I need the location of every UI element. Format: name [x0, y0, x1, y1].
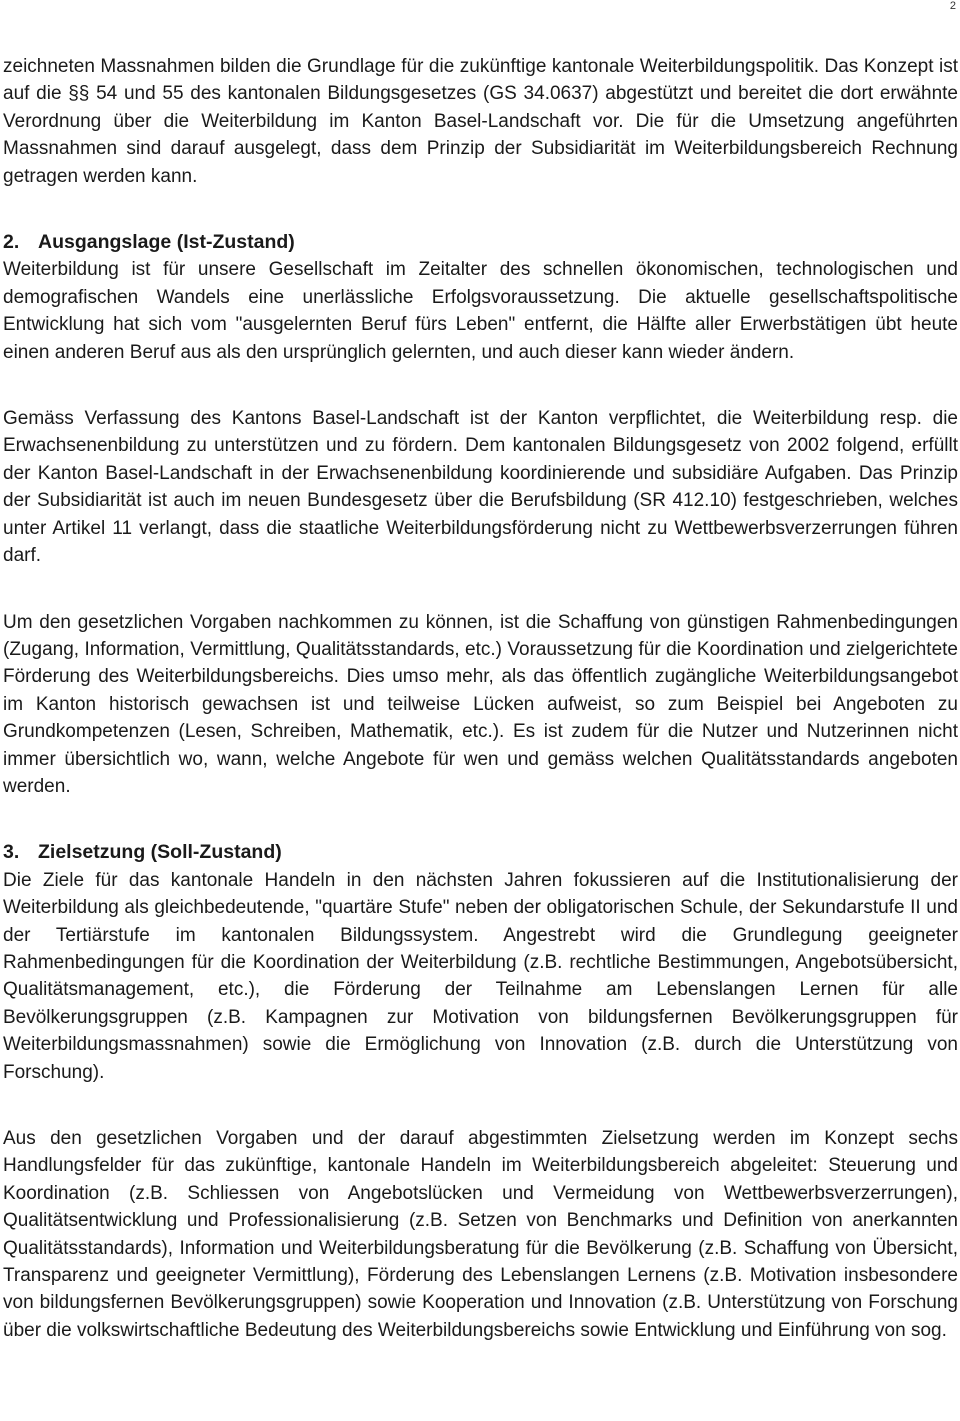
section-3-number: 3. — [3, 841, 20, 864]
section-2-paragraph-3: Um den gesetzlichen Vorgaben nachkommen zu können, ist die Schaffung von günstigen Rahmenbedingungen (Zugang, Information, Vermittlung, Qualitätsstandards, etc.) Voraussetzung für die Koordination und zielgerichtete Förderung des Weiterbildungsbereichs. Dies umso mehr, als das öffentlich zugängliche Weiterbildungsangebot im Kanton historisch gewachsen ist und teilweise Lücken aufweist, so zum Beispiel bei Angeboten zu Grundkompetenzen (Lesen, Schreiben, Mathematik, etc.). Es ist zudem für die Nutzer und Nutzerinnen nicht immer übersichtlich wo, wann, welche Angebote für wen und gemäss welchen Qualitätsstandards angeboten werden. — [3, 611, 958, 797]
paragraph-spacer — [3, 570, 958, 609]
section-2-paragraph-1: Weiterbildung ist für unsere Gesellschaft im Zeitalter des schnellen ökonomischen, technologischen und demografischen Wandels eine unerlässliche Erfolgsvoraussetzung. Die aktuelle gesellschaftspolitische Entwicklung hat sich vom "ausgelernten Beruf fürs Leben" entfernt, die Hälfte aller Erwerbstätigen übt heute einen anderen Beruf aus als den ursprünglich gelernten, und auch dieser kann wieder ändern. — [3, 259, 958, 363]
section-3-heading — [3, 839, 958, 866]
paragraph-spacer — [3, 1086, 958, 1125]
page-number: 2 — [949, 0, 956, 12]
section-2-paragraph-2: Gemäss Verfassung des Kantons Basel-Landschaft ist der Kanton verpflichtet, die Weiterbildung resp. die Erwachsenenbildung zu unterstützen und zu fördern. Dem kantonalen Bildungsgesetz von 2002 folgend, erfüllt der Kanton Basel-Landschaft in der Erwachsenenbildung koordinierende und subsidiäre Aufgaben. Das Prinzip der Subsidiarität ist auch im neuen Bundesgesetz über die Berufsbildung (SR 412.10) festgeschrieben, welches unter Artikel 11 verlangt, dass die staatliche Weiterbildungsförderung nicht zu Wettbewerbsverzerrungen führen darf. — [3, 408, 958, 567]
section-3-paragraph-2: Aus den gesetzlichen Vorgaben und der darauf abgestimmten Zielsetzung werden im Konzept sechs Handlungsfelder für das zukünftige, kantonale Handeln im Weiterbildungsbereich abgeleitet: Steuerung und Koordination (z.B. Schliessen von Angebotslücken und Vermeidung von Wettbewerbsverzerrungen), Qualitätsentwicklung und Professionalisierung (z.B. Setzen von Benchmarks und Definition von anerkannten Qualitätsstandards), Information und Weiterbildungsberatung für die Bevölkerung (z.B. Schaffung von Übersicht, Transparenz und geeigneter Vermittlung), Förderung des Lebenslangen Lernens (z.B. Motivation insbesondere von bildungsfernen Bevölkerungsgruppen) sowie Kooperation und Innovation (z.B. Unterstützung von Forschung über die volkswirtschaftliche Bedeutung des Weiterbildungsbereichs sowie Entwicklung und Einführung von sog. — [3, 1128, 958, 1341]
section-2-title: Ausgangslage (Ist-Zustand) — [38, 231, 295, 254]
section-2-heading — [3, 229, 958, 256]
section-2-number: 2. — [3, 231, 20, 254]
section-3-title: Zielsetzung (Soll-Zustand) — [38, 841, 282, 864]
document-body — [3, 53, 958, 1344]
section-3-paragraph-1: Die Ziele für das kantonale Handeln in den nächsten Jahren fokussieren auf die Institutionalisierung der Weiterbildung als gleichbedeutende, "quartäre Stufe" neben der obligatorischen Schule, der Sekundarstufe II und der Tertiärstufe im kantonalen Bildungssystem. Angestrebt wird die Grundlegung geeigneter Rahmenbedingungen für die Koordination der Weiterbildung (z.B. rechtliche Bestimmungen, Angebotsübersicht, Qualitätsmanagement, etc.), die Förderung der Teilnahme am Lebenslangen Lernen für alle Bevölkerungsgruppen (z.B. Kampagnen zur Motivation von bildungsfernen Bevölkerungsgruppen für Weiterbildungsmassnahmen) sowie die Ermöglichung von Innovation (z.B. durch die Unterstützung von Forschung). — [3, 869, 958, 1083]
paragraph-spacer — [3, 800, 958, 839]
intro-paragraph: zeichneten Massnahmen bilden die Grundlage für die zukünftige kantonale Weiterbildungspolitik. Das Konzept ist auf die §§ 54 und 55 des kantonalen Bildungsgesetzes (GS 34.0637) abgestützt und bereitet die dort erwähnte Verordnung über die Weiterbildung im Kanton Basel-Landschaft vor. Die für die Umsetzung angeführten Massnahmen sind darauf ausgelegt, dass dem Prinzip der Subsidiarität im Weiterbildungsbereich Rechnung getragen werden kann. — [3, 56, 958, 187]
paragraph-spacer — [3, 366, 958, 405]
paragraph-spacer — [3, 190, 958, 229]
